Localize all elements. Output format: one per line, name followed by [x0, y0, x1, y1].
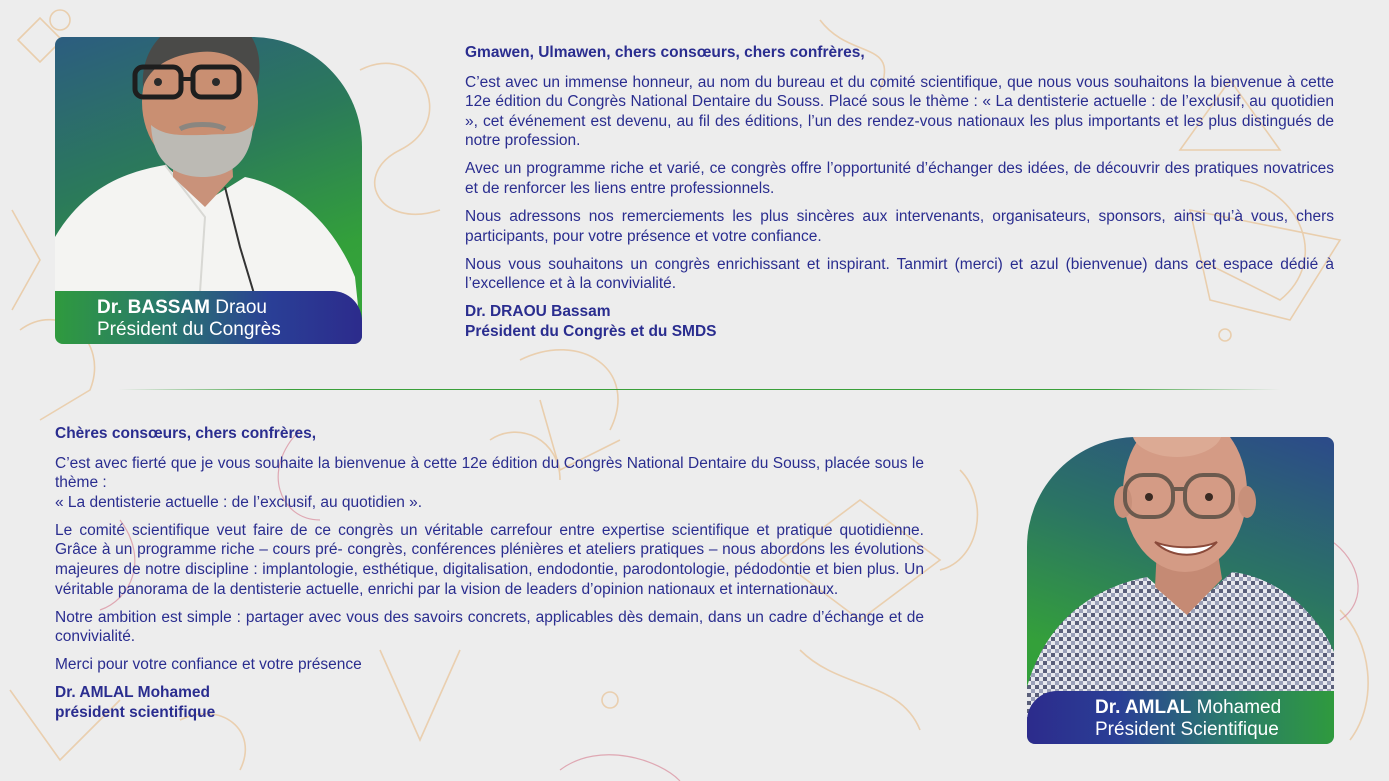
letter2-theme: « La dentisterie actuelle : de l’exclusif, au quotidien ».: [55, 493, 423, 511]
letter2-signature-name: Dr. AMLAL Mohamed: [55, 684, 211, 702]
letter2-signature-title: président scientifique: [55, 703, 216, 721]
letter1-paragraph: Nous vous souhaitons un congrès enrichissant et inspirant. Tanmirt (merci) et azul (bienvenue) dans cet espace dédié à l’excellence et à la convivialité.: [465, 255, 1334, 293]
scientific-president-name: [1095, 697, 1281, 719]
president-photo-card: [55, 37, 362, 344]
scientific-president-letter: [55, 424, 924, 722]
president-name: [97, 297, 267, 319]
president-name-bold: Dr. BASSAM: [97, 297, 210, 318]
letter1-paragraph: C’est avec un immense honneur, au nom du bureau et du comité scientifique, que nous vous souhaitons la bienvenue à cette 12e édition du Congrès National Dentaire du Souss. Placé sous le thème : « La dentisterie actuelle : de l’exclusif, au quotidien », cet événement est devenu, au fil des éditions, l’un des rendez-vous nationaux les plus importants et les plus distingués de notre profession.: [465, 73, 1334, 150]
letter1-paragraph: Nous adressons nos remerciements les plus sincères aux intervenants, organisateurs, sponsors, ainsi qu’à vous, chers participants, pour votre présence et votre confiance.: [465, 207, 1334, 245]
president-letter: [465, 43, 1334, 341]
scientific-president-name-bold: Dr. AMLAL: [1095, 697, 1192, 718]
letter1-greeting: Gmawen, Ulmawen, chers consœurs, chers confrères,: [465, 44, 865, 61]
scientific-president-photo-card: [1027, 437, 1334, 744]
president-nameplate: [55, 291, 362, 344]
letter2-paragraph: Notre ambition est simple : partager avec vous des savoirs concrets, applicables dès demain, dans un cadre d’échange et de convivialité.: [55, 608, 924, 646]
president-name-rest: Draou: [209, 297, 267, 318]
letter1-paragraph: Avec un programme riche et varié, ce congrès offre l’opportunité d’échanger des idées, de découvrir des pratiques novatrices et de renforcer les liens entre professionnels.: [465, 160, 1334, 197]
letter2-paragraph: Merci pour votre confiance et votre présence: [55, 656, 362, 674]
letter2-greeting: Chères consœurs, chers confrères,: [55, 425, 317, 442]
section-divider: [118, 389, 1280, 390]
scientific-president-role: Président Scientifique: [1095, 719, 1279, 740]
letter1-signature-name: Dr. DRAOU Bassam: [465, 303, 611, 321]
president-role: Président du Congrès: [97, 319, 281, 340]
letter2-paragraph: C’est avec fierté que je vous souhaite la bienvenue à cette 12e édition du Congrès National Dentaire du Souss, placée sous le thème :: [55, 454, 924, 492]
scientific-president-name-rest: Mohamed: [1191, 697, 1282, 718]
letter1-signature-title: Président du Congrès et du SMDS: [465, 322, 717, 340]
scientific-president-nameplate: [1027, 691, 1334, 744]
letter2-paragraph: Le comité scientifique veut faire de ce congrès un véritable carrefour entre expertise scientifique et pratique quotidienne. Grâce à un programme riche – cours pré- congrès, conférences plénières et ateliers pratiques – nous abordons les évolutions majeures de notre discipline : implantologie, esthétique, digitalisation, endodontie, parodontologie, pédodontie et bien plus. Un véritable panorama de la dentisterie actuelle, enrichi par la vision de leaders d’opinion nationaux et internationaux.: [55, 521, 924, 598]
